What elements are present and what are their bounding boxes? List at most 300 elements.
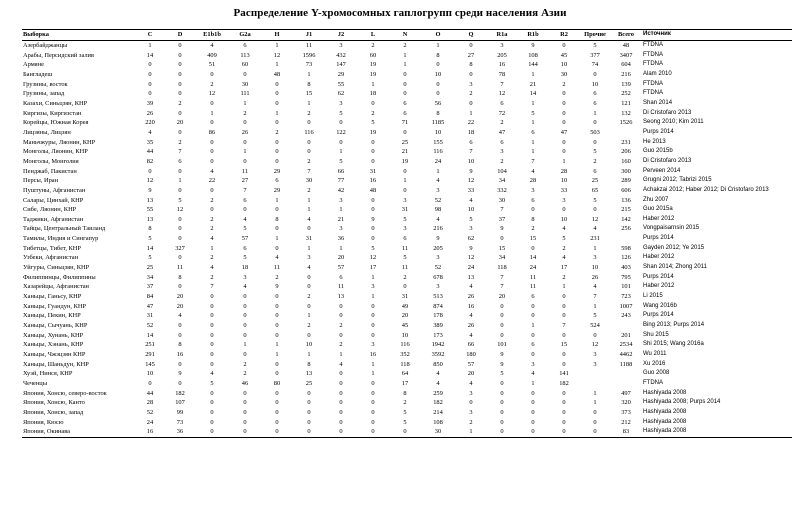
value-cell: 4 (469, 312, 473, 320)
table-row (22, 186, 792, 196)
value-cell: 503 (590, 128, 600, 136)
value-cell: 0 (593, 70, 597, 78)
value-cell: 0 (210, 206, 214, 214)
value-cell: 16 (135, 427, 165, 437)
value-cell: 7 (178, 148, 182, 156)
source-cell: Shi 2015; Wang 2016a (643, 341, 704, 348)
source-cell: Hashiyada 2008; Purps 2014 (643, 399, 721, 406)
table-row (22, 389, 792, 399)
value-cell: 86 (208, 128, 216, 136)
value-cell: 1 (243, 99, 247, 107)
value-cell: 17 (369, 264, 377, 272)
value-cell: 3 (307, 254, 311, 262)
value-cell: 18 (369, 90, 377, 98)
value-cell: 4 (307, 264, 311, 272)
value-cell: 4 (243, 215, 247, 223)
value-cell (611, 128, 641, 138)
value-cell: 8 (403, 389, 407, 397)
value-cell: 4 (593, 225, 597, 233)
value-cell: 14 (146, 244, 154, 252)
value-cell: 0 (500, 235, 504, 243)
table-row (22, 311, 792, 321)
value-cell: 3 (243, 273, 247, 281)
value-cell: 6 (403, 235, 407, 243)
value-cell: 14 (529, 254, 537, 262)
value-cell: 78 (498, 70, 506, 78)
value-cell: 0 (210, 70, 214, 78)
source-cell: Vongpaisarnsin 2015 (643, 225, 700, 232)
value-cell: 136 (621, 196, 631, 204)
value-cell: 0 (243, 408, 247, 416)
sample-cell: Узбеки, Афганистан (23, 254, 78, 262)
column-header: O (421, 30, 455, 41)
value-cell: 0 (275, 331, 279, 339)
value-cell: 16 (467, 302, 475, 310)
value-cell: 0 (562, 138, 566, 146)
value-cell: 0 (195, 427, 229, 437)
value-cell: 20 (337, 254, 345, 262)
column-header: Выборка (22, 30, 135, 41)
column-header: Источник (641, 30, 792, 41)
value-cell: 9 (148, 186, 152, 194)
value-cell: 27 (467, 51, 475, 59)
value-cell: 0 (243, 157, 247, 165)
value-cell: 5 (500, 370, 504, 378)
value-cell: 0 (307, 418, 311, 426)
value-cell: 16 (369, 351, 377, 358)
sample-cell: Чеченцы (23, 379, 48, 387)
value-cell: 178 (433, 312, 443, 320)
value-cell: 373 (621, 408, 631, 416)
value-cell: 60 (369, 51, 377, 59)
sample-cell: Грузины, восток (23, 80, 68, 88)
value-cell: 13 (467, 273, 475, 281)
value-cell: 0 (293, 427, 325, 437)
value-cell: 62 (467, 235, 475, 243)
value-cell: 0 (178, 90, 182, 98)
value-cell: 3 (339, 196, 343, 204)
value-cell: 1 (307, 99, 311, 107)
column-header: R1b (517, 30, 549, 41)
value-cell: 0 (562, 418, 566, 426)
column-header: N (389, 30, 421, 41)
source-cell: Seong 2010; Kim 2011 (643, 119, 704, 126)
value-cell: 0 (243, 302, 247, 310)
value-cell: 16 (498, 61, 506, 69)
value-cell: 5 (469, 215, 473, 223)
value-cell: 0 (371, 379, 375, 387)
value-cell: 9 (436, 235, 440, 243)
table-row (22, 331, 792, 341)
value-cell: 60 (241, 61, 249, 69)
value-cell: 71 (401, 119, 409, 127)
value-cell: 1 (531, 148, 535, 156)
value-cell: 11 (176, 264, 184, 272)
value-cell: 27 (241, 177, 249, 185)
value-cell: 0 (371, 312, 375, 320)
sample-cell: Ханьцы, Гуандун, КНР (23, 302, 87, 310)
value-cell: 6 (531, 128, 535, 136)
value-cell: 12 (208, 90, 216, 98)
value-cell: 5 (148, 254, 152, 262)
value-cell: 0 (500, 379, 504, 387)
value-cell: 10 (560, 215, 568, 223)
value-cell: 73 (176, 418, 184, 426)
value-cell: 0 (339, 302, 343, 310)
value-cell: 37 (146, 283, 154, 291)
value-cell: 5 (593, 42, 597, 49)
value-cell: 0 (562, 293, 566, 301)
table-row (22, 167, 792, 177)
value-cell: 5 (210, 379, 214, 387)
value-cell: 3 (500, 148, 504, 156)
value-cell: 16 (369, 177, 377, 185)
value-cell: 52 (434, 196, 442, 204)
value-cell: 30 (305, 177, 313, 185)
value-cell: 0 (339, 138, 343, 146)
sample-cell: Корейцы, Южная Корея (23, 119, 89, 127)
value-cell: 45 (560, 51, 568, 59)
source-cell: Haber 2012 (643, 215, 675, 222)
sample-cell: Казахи, Синьцзян, КНР (23, 99, 88, 107)
sample-cell: Япония, Хонсю, Канто (23, 399, 85, 407)
table-row (22, 282, 792, 292)
value-cell: 2 (371, 109, 375, 117)
value-cell: 0 (275, 399, 279, 407)
value-cell: 29 (337, 70, 345, 78)
value-cell: 3 (593, 254, 597, 262)
value-cell: 1 (531, 119, 535, 127)
value-cell: 4 (469, 283, 473, 291)
source-cell: Bing 2013; Purps 2014 (643, 322, 705, 329)
table-row (22, 118, 792, 128)
value-cell: 0 (243, 293, 247, 301)
source-cell: FTDNA (643, 61, 663, 68)
value-cell: 12 (176, 206, 184, 214)
value-cell: 1 (562, 157, 566, 165)
value-cell: 82 (146, 157, 154, 165)
value-cell: 52 (434, 264, 442, 272)
value-cell: 0 (307, 283, 311, 291)
source-cell: Achakzai 2012; Haber 2012; Di Cristofaro 2013 (643, 186, 769, 193)
value-cell: 0 (210, 312, 214, 320)
value-cell: 0 (371, 389, 375, 397)
value-cell: 0 (307, 408, 311, 416)
table-row (22, 89, 792, 99)
table-row (22, 321, 792, 331)
value-cell: 206 (621, 148, 631, 156)
value-cell: 389 (433, 322, 443, 330)
value-cell: 8 (307, 360, 311, 368)
source-cell: Guo 2015b (643, 148, 673, 155)
value-cell: 0 (178, 186, 182, 194)
value-cell: 0 (562, 389, 566, 397)
sample-cell: Тайцы, Центральный Таиланд (23, 225, 106, 233)
value-cell: 8 (307, 80, 311, 88)
value-cell: 0 (500, 331, 504, 339)
value-cell: 8 (531, 215, 535, 223)
value-cell: 1 (531, 379, 535, 387)
value-cell: 74 (591, 61, 599, 69)
value-cell: 0 (243, 399, 247, 407)
value-cell: 0 (243, 389, 247, 397)
value-cell: 220 (145, 119, 155, 127)
value-cell: 1 (307, 312, 311, 320)
value-cell: 1 (436, 42, 440, 49)
source-cell: Purps 2014 (643, 128, 674, 135)
value-cell: 0 (275, 157, 279, 165)
value-cell: 0 (178, 331, 182, 339)
value-cell: 3 (371, 283, 375, 291)
value-cell: 12 (467, 177, 475, 185)
value-cell: 1 (178, 177, 182, 185)
value-cell: 0 (210, 418, 214, 426)
value-cell: 28 (560, 167, 568, 175)
value-cell: 0 (531, 312, 535, 320)
value-cell: 0 (549, 427, 579, 437)
value-cell: 352 (400, 351, 410, 358)
value-cell: 48 (369, 186, 377, 194)
table-row (22, 205, 792, 215)
value-cell: 2 (210, 225, 214, 233)
value-cell: 11 (337, 283, 345, 291)
value-cell: 5 (403, 254, 407, 262)
value-cell: 874 (433, 302, 443, 310)
sample-cell: Пенджаб, Пакистан (23, 167, 77, 175)
value-cell: 142 (621, 215, 631, 223)
value-cell: 4 (562, 225, 566, 233)
column-header: L (357, 30, 389, 41)
value-cell: 1 (307, 244, 311, 252)
value-cell: 8 (148, 225, 152, 233)
value-cell: 0 (531, 331, 535, 339)
value-cell: 2 (403, 273, 407, 281)
column-header: R1a (487, 30, 517, 41)
value-cell: 2 (371, 42, 375, 49)
table-row (22, 176, 792, 186)
value-cell: 0 (500, 389, 504, 397)
value-cell: 215 (621, 206, 631, 214)
value-cell: 6 (275, 177, 279, 185)
value-cell: 7 (307, 167, 311, 175)
value-cell: 0 (403, 283, 407, 291)
value-cell: 34 (146, 273, 154, 281)
value-cell: 121 (621, 99, 631, 107)
value-cell: 0 (562, 312, 566, 320)
value-cell: 0 (562, 99, 566, 107)
value-cell: 116 (400, 341, 410, 349)
value-cell: 0 (210, 351, 214, 358)
sample-cell: Ханьцы, Шаньдун, КНР (23, 360, 89, 368)
table-row (22, 340, 792, 350)
value-cell: 1 (531, 70, 535, 78)
value-cell: 144 (528, 61, 538, 69)
value-cell: 47 (146, 302, 154, 310)
value-cell: 1 (275, 196, 279, 204)
column-header: Всего (611, 30, 641, 41)
value-cell: 0 (403, 90, 407, 98)
value-cell: 0 (339, 408, 343, 416)
value-cell: 19 (369, 61, 377, 69)
source-cell: FTDNA (643, 379, 663, 386)
value-cell: 320 (621, 399, 631, 407)
value-cell: 13 (305, 370, 313, 378)
value-cell: 1 (403, 177, 407, 185)
value-cell: 0 (210, 157, 214, 165)
value-cell: 0 (531, 418, 535, 426)
value-cell: 0 (210, 148, 214, 156)
value-cell: 10 (560, 177, 568, 185)
source-cell: Di Cristofaro 2013 (643, 157, 692, 164)
value-cell: 0 (403, 128, 407, 136)
value-cell: 51 (208, 61, 216, 69)
value-cell: 2 (403, 42, 407, 49)
value-cell: 1 (307, 70, 311, 78)
value-cell: 1 (339, 244, 343, 252)
value-cell: 26 (591, 273, 599, 281)
value-cell: 6 (531, 341, 535, 349)
value-cell (611, 234, 641, 244)
value-cell: 606 (621, 186, 631, 194)
value-cell: 0 (371, 235, 375, 243)
value-cell: 243 (621, 312, 631, 320)
value-cell: 13 (337, 293, 345, 301)
value-cell: 7 (469, 148, 473, 156)
source-cell: Shan 2014 (643, 99, 673, 106)
source-cell: Guo 2008 (643, 370, 670, 377)
value-cell: 0 (178, 70, 182, 78)
value-cell: 26 (241, 128, 249, 136)
value-cell: 0 (562, 302, 566, 310)
value-cell: 1 (307, 351, 311, 358)
table-row (22, 147, 792, 157)
value-cell: 9 (371, 215, 375, 223)
value-cell: 0 (517, 427, 549, 437)
value-cell: 2 (210, 273, 214, 281)
value-cell: 6 (531, 196, 535, 204)
value-cell: 26 (467, 293, 475, 301)
value-cell: 4 (436, 177, 440, 185)
value-cell: 10 (591, 264, 599, 272)
value-cell: 108 (433, 418, 443, 426)
value-cell: 0 (178, 215, 182, 223)
value-cell: 12 (273, 51, 281, 59)
value-cell: 0 (339, 312, 343, 320)
value-cell: 0 (275, 370, 279, 378)
value-cell: 2 (307, 322, 311, 330)
table-row (22, 244, 792, 254)
value-cell: 147 (336, 61, 346, 69)
value-cell: 212 (621, 418, 631, 426)
value-cell: 73 (305, 61, 313, 69)
value-cell: 0 (469, 399, 473, 407)
value-cell: 20 (498, 293, 506, 301)
value-cell: 3 (562, 196, 566, 204)
column-header: E1b1b (195, 30, 229, 41)
source-cell: He 2013 (643, 138, 666, 145)
value-cell: 0 (275, 312, 279, 320)
value-cell: 0 (500, 312, 504, 320)
value-cell: 7 (500, 206, 504, 214)
value-cell: 18 (241, 264, 249, 272)
value-cell: 2534 (619, 341, 633, 349)
value-cell: 0 (178, 61, 182, 69)
value-cell: 5 (178, 196, 182, 204)
value-cell: 0 (275, 99, 279, 107)
value-cell: 57 (337, 264, 345, 272)
value-cell: 0 (562, 42, 566, 49)
value-cell: 10 (146, 370, 154, 378)
value-cell: 4 (307, 215, 311, 223)
value-cell: 30 (498, 196, 506, 204)
value-cell: 2 (243, 109, 247, 117)
table-row (22, 51, 792, 61)
value-cell: 0 (210, 341, 214, 349)
value-cell: 1 (339, 148, 343, 156)
value-cell: 9 (469, 244, 473, 252)
table-row (22, 427, 792, 437)
column-header: H (261, 30, 293, 41)
source-cell: Shu 2015 (643, 331, 669, 338)
value-cell: 6 (243, 196, 247, 204)
value-cell: 4 (243, 283, 247, 291)
value-cell: 3 (593, 351, 597, 358)
value-cell: 0 (275, 80, 279, 88)
value-cell: 2 (339, 341, 343, 349)
value-cell: 155 (433, 138, 443, 146)
value-cell: 1 (593, 399, 597, 407)
value-cell: 111 (240, 90, 250, 98)
value-cell: 0 (531, 206, 535, 214)
value-cell: 1 (275, 109, 279, 117)
value-cell: 8 (436, 109, 440, 117)
value-cell: 3 (436, 254, 440, 262)
value-cell: 0 (339, 119, 343, 127)
value-cell: 5 (593, 148, 597, 156)
value-cell: 0 (210, 302, 214, 310)
value-cell: 0 (243, 312, 247, 320)
sample-cell: Пуштуны, Афганистан (23, 186, 86, 194)
table-row (22, 273, 792, 283)
value-cell: 31 (146, 312, 154, 320)
value-cell: 4462 (619, 351, 633, 358)
source-cell: FTDNA (643, 42, 663, 48)
value-cell: 252 (621, 90, 631, 98)
value-cell: 0 (436, 80, 440, 88)
table-row (22, 80, 792, 90)
source-cell: Zhu 2007 (643, 196, 669, 203)
value-cell: 24 (434, 157, 442, 165)
source-cell: FTDNA (643, 80, 663, 87)
value-cell: 0 (500, 302, 504, 310)
value-cell: 25 (591, 177, 599, 185)
value-cell: 33 (560, 186, 568, 194)
sample-cell: Япония, Окинава (22, 427, 135, 437)
column-header: J2 (325, 30, 357, 41)
value-cell: 1 (210, 109, 214, 117)
value-cell: 6 (243, 244, 247, 252)
value-cell: 0 (210, 138, 214, 146)
table-row (22, 360, 792, 370)
value-cell: 6 (531, 293, 535, 301)
value-cell: 1 (455, 427, 487, 437)
value-cell: 56 (434, 99, 442, 107)
value-cell: 49 (401, 302, 409, 310)
value-cell: 678 (433, 273, 443, 281)
value-cell: 2 (275, 273, 279, 281)
value-cell: 6 (469, 138, 473, 146)
value-cell: 25 (401, 138, 409, 146)
